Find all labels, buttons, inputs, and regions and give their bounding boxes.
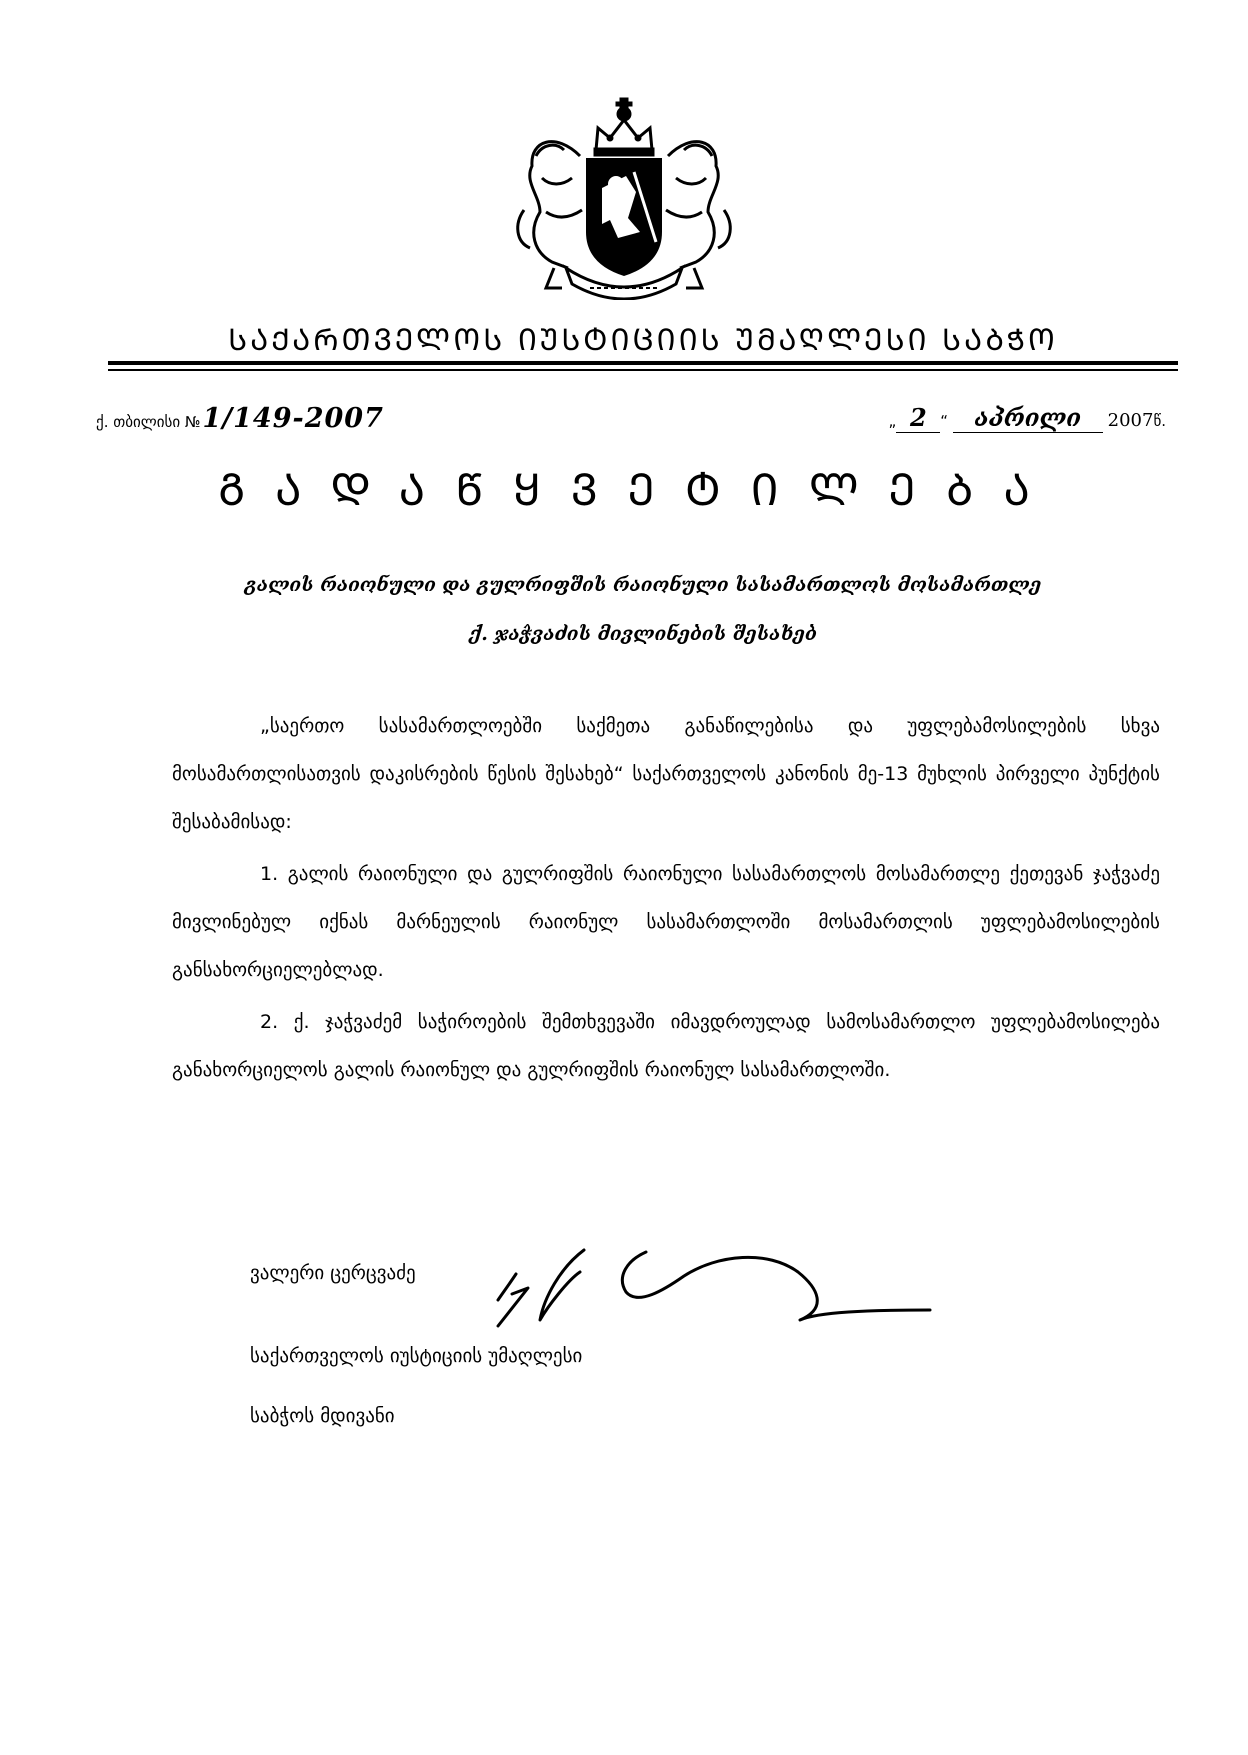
date-day: 2	[896, 403, 940, 433]
document-number-line	[96, 403, 384, 434]
signatory-title-line-1: საქართველოს იუსტიციის უმაღლესი	[250, 1345, 583, 1367]
date-year: 2007	[1107, 410, 1154, 431]
document-date-line	[889, 403, 1166, 433]
document-type-heading: ᲒᲐᲓᲐᲬᲧᲕᲔᲢᲘᲚᲔᲑᲐ	[218, 465, 1060, 516]
header-rule-thick	[108, 361, 1178, 365]
year-suffix: წ.	[1153, 412, 1166, 430]
city-label: ქ. თბილისი	[96, 413, 181, 431]
decision-item-1: 1. გალის რაიონული და გულრიფშის რაიონული სასამართლოს მოსამართლე ქეთევან ჯაჭვაძე მივლინებულ იქნას მარნეულის რაიონულ სასამართლოში მოსამართლის უფლებამოსილების განსახორციელებლად.	[172, 863, 1160, 981]
date-close-quote: “	[940, 412, 949, 430]
header-rule-thin	[108, 369, 1178, 371]
coat-of-arms-icon	[506, 92, 742, 300]
handwritten-signature	[488, 1228, 938, 1338]
subject-line-2: ქ. ჯაჭვაძის მივლინების შესახებ	[469, 623, 817, 645]
signatory-title-line-2: საბჭოს მდივანი	[250, 1405, 395, 1427]
document-number: 1/149-2007	[202, 403, 384, 434]
number-sign: №	[184, 413, 201, 431]
signatory-name: ვალერი ცერცვაძე	[250, 1262, 416, 1284]
organization-name: ᲡᲐᲥᲐᲠᲗᲕᲔᲚᲝᲡ ᲘᲣᲡᲢᲘᲪᲘᲘᲡ ᲣᲛᲐᲦᲚᲔᲡᲘ ᲡᲐᲑᲭᲝ	[228, 323, 1058, 358]
date-open-quote: „	[888, 412, 897, 430]
body-preamble: „საერთო სასამართლოებში საქმეთა განაწილებისა და უფლებამოსილების სხვა მოსამართლისათვის დაკისრების წესის შესახებ“ საქართველოს კანონის მე-13 მუხლის პირველი პუნქტის შესაბამისად:	[172, 715, 1160, 833]
decision-item-2: 2. ქ. ჯაჭვაძემ საჭიროების შემთხვევაში იმავდროულად სამოსამართლო უფლებამოსილება განახორციელოს გალის რაიონულ და გულრიფშის რაიონულ სასამართლოში.	[172, 1011, 1160, 1081]
subject-line-1: გალის რაიონული და გულრიფშის რაიონული სასამართლოს მოსამართლე	[244, 574, 1042, 596]
date-month: აპრილი	[953, 403, 1103, 433]
